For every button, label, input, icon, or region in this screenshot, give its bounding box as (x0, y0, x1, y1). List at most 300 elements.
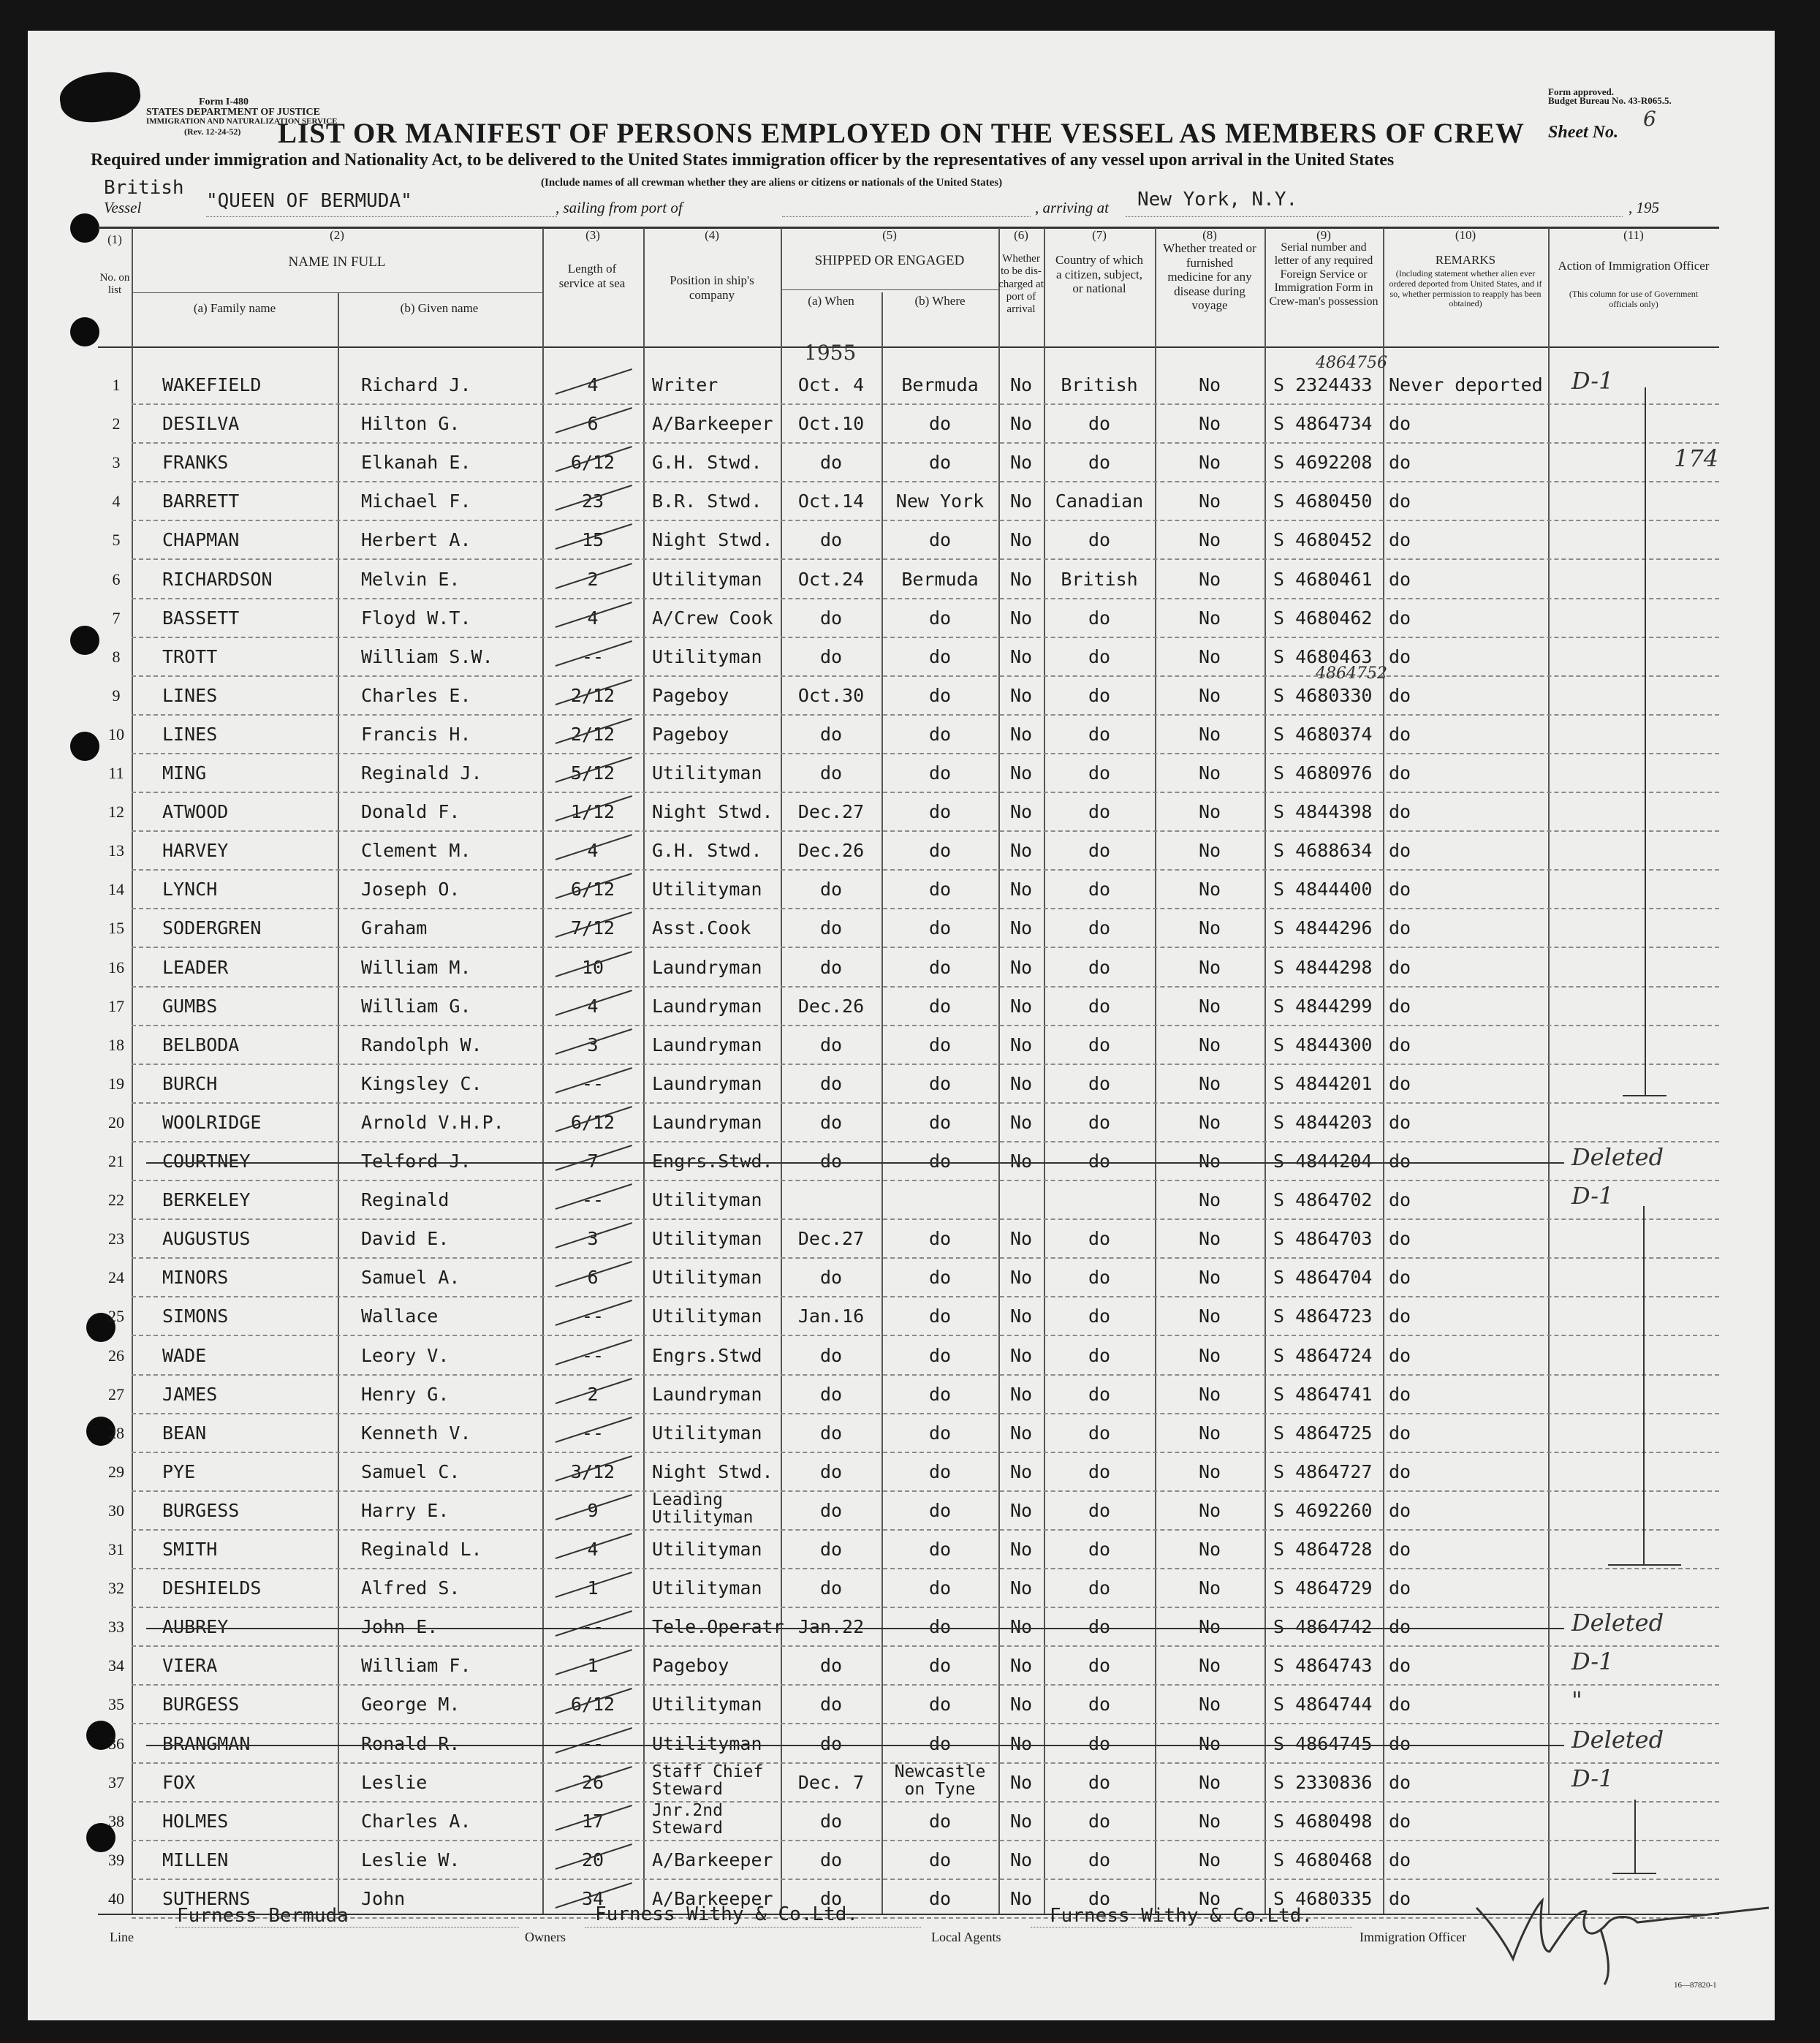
cell-discharge: No (1009, 607, 1033, 629)
cell-medicine: No (1198, 1189, 1221, 1210)
sailing-label: , sailing from port of (556, 199, 683, 216)
cell-remarks: do (1389, 607, 1411, 629)
cell-family: HOLMES (162, 1811, 229, 1832)
cell-position: Engrs.Stwd (652, 1345, 762, 1366)
cell-serial: S 4680374 (1273, 724, 1373, 745)
cell-length: 34 (581, 1888, 604, 1909)
cell-length: -- (581, 1733, 604, 1754)
row-rule (132, 792, 1719, 793)
officer-action: Deleted (1571, 1143, 1664, 1171)
row-number: 27 (108, 1385, 124, 1403)
cell-discharge: No (1009, 724, 1033, 745)
cell-family: LINES (162, 724, 218, 745)
col-num-6: (6) (1014, 228, 1028, 242)
cell-where: do (928, 1034, 952, 1055)
row-rule (132, 1607, 1719, 1608)
cell-remarks: do (1389, 529, 1411, 550)
cell-when: do (819, 1888, 843, 1909)
row-number: 26 (108, 1346, 124, 1365)
cell-serial: S 4864729 (1273, 1577, 1373, 1599)
cell-serial: S 4844299 (1273, 996, 1373, 1017)
row-rule (132, 520, 1719, 521)
cell-when: Jan.16 (797, 1305, 865, 1327)
cell-medicine: No (1198, 1616, 1221, 1637)
cell-remarks: do (1389, 1539, 1411, 1560)
cell-discharge: No (1009, 1694, 1033, 1715)
cell-country: do (1088, 957, 1111, 978)
cell-where: do (928, 1228, 952, 1249)
cell-country: do (1088, 1461, 1111, 1482)
cell-given: Charles E. (361, 685, 471, 706)
cell-given: Harry E. (361, 1500, 450, 1521)
cell-where: do (928, 957, 952, 978)
cell-length: 1 (587, 1577, 599, 1599)
cell-when: do (819, 917, 843, 939)
cell-when: do (819, 1577, 843, 1599)
cell-discharge: No (1009, 685, 1033, 706)
cell-remarks: do (1389, 1384, 1411, 1405)
cell-discharge: No (1009, 413, 1033, 434)
cell-serial: S 4680468 (1273, 1849, 1373, 1870)
cell-remarks: do (1389, 452, 1411, 473)
row-number: 12 (108, 803, 124, 821)
cell-country: do (1088, 724, 1111, 745)
cell-discharge: No (1009, 762, 1033, 784)
cell-length: 6 (587, 1267, 599, 1288)
cell-medicine: No (1198, 801, 1221, 822)
cell-medicine: No (1198, 879, 1221, 900)
cell-position: Jnr.2nd Steward (652, 1801, 723, 1838)
action-bracket-end (1612, 1873, 1656, 1874)
cell-given: Kenneth V. (361, 1422, 471, 1444)
row-number: 25 (108, 1307, 124, 1325)
cell-medicine: No (1198, 1500, 1221, 1521)
cell-position: G.H. Stwd. (652, 840, 762, 861)
cell-family: JAMES (162, 1384, 218, 1405)
cell-where: do (928, 1073, 952, 1094)
cell-given: Wallace (361, 1305, 439, 1327)
vessel-name: "QUEEN OF BERMUDA" (206, 190, 412, 212)
vessel-underline (206, 216, 557, 217)
cell-length: 2 (587, 569, 599, 590)
footer-line-value: Furness Bermuda (177, 1905, 349, 1927)
cell-length: -- (581, 1616, 604, 1637)
department: STATES DEPARTMENT OF JUSTICE (146, 107, 320, 118)
col-header-action: Action of Immigration Officer (1558, 259, 1710, 273)
cell-medicine: No (1198, 374, 1221, 395)
cell-discharge: No (1009, 1112, 1033, 1133)
deletion-strike (146, 1162, 1564, 1164)
cell-discharge: No (1009, 490, 1033, 512)
cell-serial: S 4864702 (1273, 1189, 1373, 1210)
col-num-8: (8) (1202, 228, 1217, 242)
cell-where: do (928, 1305, 952, 1327)
cell-family: RICHARDSON (162, 569, 273, 590)
cell-serial: S 4680330 (1273, 685, 1373, 706)
cell-position: Utilityman (652, 762, 762, 784)
cell-remarks: do (1389, 685, 1411, 706)
cell-remarks: do (1389, 1151, 1411, 1172)
row-rule (132, 1257, 1719, 1259)
cell-where: Bermuda (901, 374, 979, 395)
cell-length: 26 (581, 1772, 604, 1793)
cell-when: do (819, 1034, 843, 1055)
row-rule (132, 1218, 1719, 1220)
row-number: 2 (112, 414, 121, 433)
vessel-nationality: British (104, 177, 184, 199)
row-number: 32 (108, 1579, 124, 1597)
cell-country: do (1088, 1073, 1111, 1094)
cell-when: do (819, 1539, 843, 1560)
serial-correction: 4864752 (1316, 664, 1387, 683)
cell-family: MINORS (162, 1267, 229, 1288)
cell-country: do (1088, 879, 1111, 900)
cell-length: 9 (587, 1500, 599, 1521)
cell-country: do (1088, 1422, 1111, 1444)
cell-medicine: No (1198, 569, 1221, 590)
cell-serial: S 4864704 (1273, 1267, 1373, 1288)
row-number: 37 (108, 1773, 124, 1792)
cell-remarks: do (1389, 1461, 1411, 1482)
cell-where: do (928, 452, 952, 473)
cell-given: Graham (361, 917, 428, 939)
cell-country: do (1088, 1151, 1111, 1172)
col-header-list-number: No. on list (99, 272, 130, 297)
cell-position: Pageboy (652, 724, 729, 745)
deletion-strike (146, 1745, 1564, 1746)
cell-discharge: No (1009, 957, 1033, 978)
footer-code: 16—87820-1 (1674, 1981, 1717, 1990)
cell-serial: S 4864745 (1273, 1733, 1373, 1754)
cell-position: A/Barkeeper (652, 413, 773, 434)
cell-where: do (928, 1461, 952, 1482)
cell-serial: S 4864742 (1273, 1616, 1373, 1637)
cell-medicine: No (1198, 1694, 1221, 1715)
action-bracket (1643, 1206, 1645, 1564)
row-rule (132, 1723, 1719, 1724)
cell-where: do (928, 1422, 952, 1444)
cell-when: do (819, 452, 843, 473)
col-num-11: (11) (1623, 228, 1644, 242)
cell-given: Richard J. (361, 374, 471, 395)
cell-when: do (819, 724, 843, 745)
col-header-shipped: SHIPPED OR ENGAGED (814, 253, 965, 268)
cell-position: B.R. Stwd. (652, 490, 762, 512)
cell-given: Michael F. (361, 490, 471, 512)
cell-given: George M. (361, 1694, 460, 1715)
cell-remarks: do (1389, 724, 1411, 745)
cell-when: do (819, 1733, 843, 1754)
cell-medicine: No (1198, 1151, 1221, 1172)
year-note: 1955 (804, 341, 857, 365)
cell-serial: S 4864725 (1273, 1422, 1373, 1444)
cell-family: FOX (162, 1772, 196, 1793)
cell-serial: S 4680976 (1273, 762, 1373, 784)
cell-where: do (928, 1112, 952, 1133)
cell-medicine: No (1198, 1384, 1221, 1405)
cell-discharge: No (1009, 1461, 1033, 1482)
cell-position: Pageboy (652, 685, 729, 706)
cell-length: 6/12 (570, 1694, 615, 1715)
col-num-2: (2) (330, 228, 344, 242)
cell-country: do (1088, 762, 1111, 784)
cell-given: Randolph W. (361, 1034, 482, 1055)
cell-given: Leslie W. (361, 1849, 460, 1870)
cell-position: Utilityman (652, 1305, 762, 1327)
row-rule (132, 1102, 1719, 1104)
year-label: , 195 (1628, 199, 1659, 216)
cell-serial: S 4692208 (1273, 452, 1373, 473)
cell-country: do (1088, 1849, 1111, 1870)
col-header-name: NAME IN FULL (288, 254, 386, 270)
row-rule (132, 1180, 1719, 1181)
row-number: 35 (108, 1695, 124, 1713)
cell-discharge: No (1009, 1733, 1033, 1754)
cell-where: do (928, 879, 952, 900)
cell-position: Utilityman (652, 1422, 762, 1444)
cell-length: 5/12 (570, 762, 615, 784)
cell-remarks: do (1389, 840, 1411, 861)
cell-medicine: No (1198, 1305, 1221, 1327)
cell-given: Melvin E. (361, 569, 460, 590)
cell-country: do (1088, 1305, 1111, 1327)
cell-serial: S 4864741 (1273, 1384, 1373, 1405)
cell-serial: S 4680462 (1273, 607, 1373, 629)
cell-given: Clement M. (361, 840, 471, 861)
cell-position: Utilityman (652, 1733, 762, 1754)
cell-remarks: do (1389, 1694, 1411, 1715)
cell-country: do (1088, 1384, 1111, 1405)
cell-when: do (819, 1500, 843, 1521)
cell-medicine: No (1198, 917, 1221, 939)
cell-given: Charles A. (361, 1811, 471, 1832)
row-rule (132, 1801, 1719, 1803)
cell-when: do (819, 1267, 843, 1288)
cell-when: do (819, 957, 843, 978)
cell-where: do (928, 1655, 952, 1676)
cell-when: do (819, 1694, 843, 1715)
cell-where: Bermuda (901, 569, 979, 590)
col-header-where: (b) Where (914, 294, 966, 308)
cell-position: Utilityman (652, 879, 762, 900)
row-rule (132, 1568, 1719, 1569)
cell-medicine: No (1198, 724, 1221, 745)
cell-country: do (1088, 1539, 1111, 1560)
cell-medicine: No (1198, 452, 1221, 473)
cell-when: do (819, 1422, 843, 1444)
cell-where: Newcastle on Tyne (894, 1762, 986, 1799)
cell-length: -- (581, 646, 604, 667)
cell-discharge: No (1009, 1849, 1033, 1870)
col-header-serial: Serial number and letter of any required Foreign Service or Immigration Form in Crew-man's possession (1269, 241, 1379, 308)
cell-remarks: do (1389, 1073, 1411, 1094)
cell-medicine: No (1198, 646, 1221, 667)
cell-family: BASSETT (162, 607, 240, 629)
cell-remarks: do (1389, 1267, 1411, 1288)
cell-where: do (928, 1888, 952, 1909)
cell-position: Night Stwd. (652, 801, 773, 822)
cell-position: Utilityman (652, 646, 762, 667)
cell-length: 3 (587, 1034, 599, 1055)
cell-discharge: No (1009, 1888, 1033, 1909)
cell-where: New York (895, 490, 985, 512)
cell-medicine: No (1198, 413, 1221, 434)
row-rule (132, 1296, 1719, 1297)
row-number: 36 (108, 1735, 124, 1753)
cell-where: do (928, 801, 952, 822)
cell-where: do (928, 1384, 952, 1405)
officer-action: Deleted (1571, 1726, 1664, 1754)
row-rule (132, 1374, 1719, 1376)
punch-hole (70, 626, 99, 655)
cell-serial: S 4864734 (1273, 413, 1373, 434)
cell-remarks: do (1389, 646, 1411, 667)
cell-given: Henry G. (361, 1384, 450, 1405)
cell-position: A/Barkeeper (652, 1888, 773, 1909)
cell-serial: S 4844300 (1273, 1034, 1373, 1055)
row-rule (132, 637, 1719, 638)
cell-medicine: No (1198, 1733, 1221, 1754)
row-number: 1 (112, 376, 121, 394)
col-header-country: Country of which a citizen, subject, or national (1055, 253, 1143, 296)
cell-discharge: No (1009, 374, 1033, 395)
cell-where: do (928, 1500, 952, 1521)
col-header-medicine: Whether treated or furnished medicine for any disease during voyage (1163, 241, 1256, 313)
col-header-discharge: Whether to be dis-charged at port of arrival (998, 253, 1044, 315)
cell-length: 7 (587, 1151, 599, 1172)
row-rule (132, 908, 1719, 909)
cell-country: do (1088, 1616, 1111, 1637)
row-rule (132, 1025, 1719, 1026)
row-number: 3 (112, 453, 121, 471)
sheet-number: 6 (1643, 107, 1656, 131)
officer-action: Deleted (1571, 1609, 1664, 1637)
cell-family: BURGESS (162, 1694, 240, 1715)
cell-when: do (819, 879, 843, 900)
cell-given: Leslie (361, 1772, 428, 1793)
cell-position: Engrs.Stwd. (652, 1151, 773, 1172)
cell-remarks: do (1389, 1189, 1411, 1210)
cell-serial: S 4844203 (1273, 1112, 1373, 1133)
cell-discharge: No (1009, 1772, 1033, 1793)
action-bracket (1634, 1800, 1636, 1873)
col-num-9: (9) (1316, 228, 1331, 242)
punch-hole (70, 317, 99, 346)
col-header-length: Length of service at sea (558, 262, 626, 290)
col-header-action-note: (This column for use of Government officials only) (1569, 289, 1699, 309)
cell-position: Utilityman (652, 1577, 762, 1599)
cell-country: do (1088, 685, 1111, 706)
cell-given: Alfred S. (361, 1577, 460, 1599)
cell-when: Oct.10 (797, 413, 865, 434)
cell-country: do (1088, 413, 1111, 434)
cell-family: BRANGMAN (162, 1733, 251, 1754)
cell-when: Dec. 7 (797, 1772, 865, 1793)
cell-family: VIERA (162, 1655, 218, 1676)
cell-position: Utilityman (652, 1694, 762, 1715)
cell-medicine: No (1198, 1655, 1221, 1676)
punch-hole (70, 213, 99, 243)
cell-length: 3/12 (570, 1461, 615, 1482)
cell-family: AUBREY (162, 1616, 229, 1637)
cell-country: British (1061, 374, 1138, 395)
footer-agents-value: Furness Withy & Co.Ltd. (1050, 1905, 1313, 1927)
form-approved: Form approved. (1548, 86, 1615, 97)
cell-where: do (928, 917, 952, 939)
cell-medicine: No (1198, 996, 1221, 1017)
cell-serial: S 2330836 (1273, 1772, 1373, 1793)
row-rule (132, 830, 1719, 832)
cell-serial: S 2324433 (1273, 374, 1373, 395)
cell-when: Oct.24 (797, 569, 865, 590)
cell-medicine: No (1198, 490, 1221, 512)
cell-medicine: No (1198, 1539, 1221, 1560)
cell-discharge: No (1009, 1228, 1033, 1249)
col-header-remarks: REMARKS (1435, 253, 1496, 267)
cell-given: John (361, 1888, 406, 1909)
cell-remarks: do (1389, 957, 1411, 978)
cell-discharge: No (1009, 569, 1033, 590)
cell-where: do (928, 1694, 952, 1715)
row-rule (132, 1684, 1719, 1686)
cell-when: do (819, 1112, 843, 1133)
arrival-underline (1126, 216, 1623, 217)
cell-family: WADE (162, 1345, 207, 1366)
cell-family: MING (162, 762, 207, 784)
cell-remarks: do (1389, 490, 1411, 512)
cell-given: Francis H. (361, 724, 471, 745)
row-rule (132, 947, 1719, 948)
cell-serial: S 4844204 (1273, 1151, 1373, 1172)
cell-when: do (819, 1849, 843, 1870)
cell-remarks: do (1389, 1422, 1411, 1444)
row-rule (132, 558, 1719, 560)
cell-serial: S 4844201 (1273, 1073, 1373, 1094)
cell-serial: S 4680452 (1273, 529, 1373, 550)
punch-hole (70, 732, 99, 761)
cell-length: 4 (587, 607, 599, 629)
cell-country: do (1088, 646, 1111, 667)
cell-country: do (1088, 1112, 1111, 1133)
cell-medicine: No (1198, 1772, 1221, 1793)
row-number: 21 (108, 1152, 124, 1170)
cell-discharge: No (1009, 1151, 1033, 1172)
row-number: 19 (108, 1074, 124, 1093)
cell-serial: S 4680498 (1273, 1811, 1373, 1832)
row-rule (132, 1141, 1719, 1142)
cell-family: FRANKS (162, 452, 229, 473)
row-number: 11 (108, 764, 124, 782)
cell-given: Joseph O. (361, 879, 460, 900)
cell-where: do (928, 607, 952, 629)
cell-serial: S 4864723 (1273, 1305, 1373, 1327)
cell-remarks: do (1389, 1500, 1411, 1521)
col-header-given-name: (b) Given name (400, 301, 479, 315)
row-number: 17 (108, 997, 124, 1015)
cell-position: Tele.Operatr (652, 1616, 784, 1637)
cell-serial: S 4844296 (1273, 917, 1373, 939)
row-number: 22 (108, 1191, 124, 1209)
cell-length: -- (581, 1422, 604, 1444)
cell-remarks: do (1389, 1305, 1411, 1327)
cell-country: do (1088, 917, 1111, 939)
cell-when: do (819, 607, 843, 629)
action-bracket (1645, 387, 1646, 1096)
cell-position: Laundryman (652, 957, 762, 978)
cell-medicine: No (1198, 607, 1221, 629)
cell-where: do (928, 996, 952, 1017)
cell-given: Reginald L. (361, 1539, 482, 1560)
